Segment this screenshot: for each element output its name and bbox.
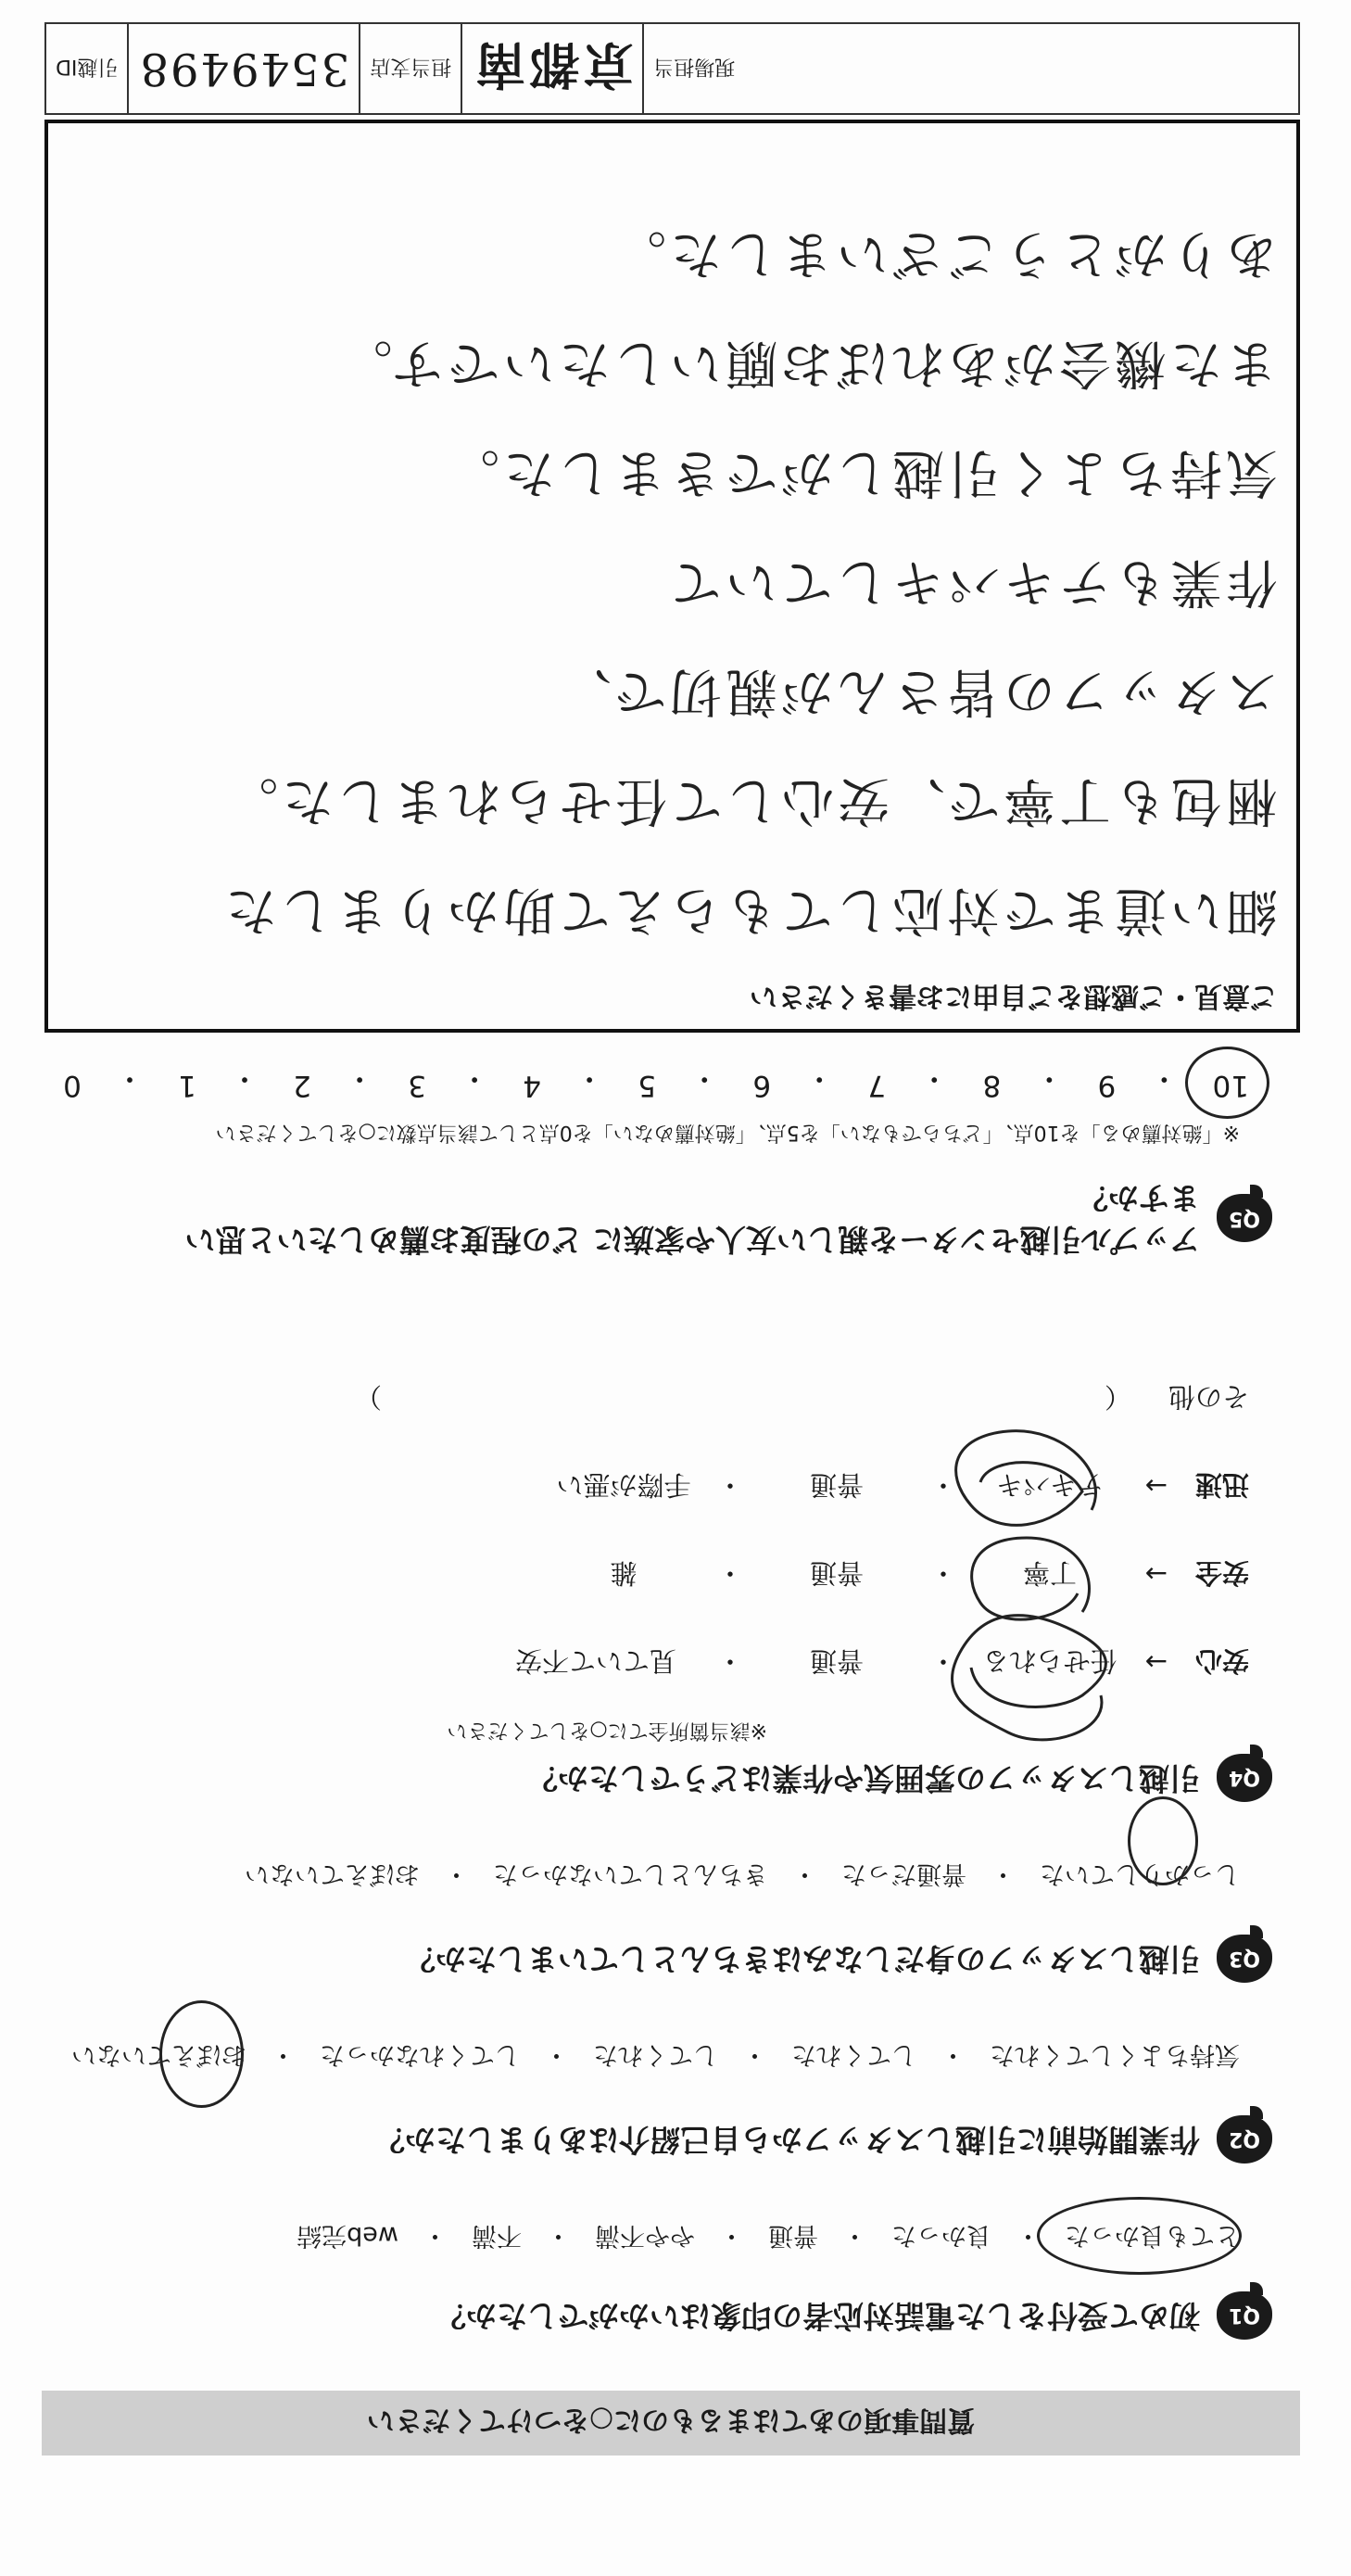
footer-branch-value: 京都南 [461, 24, 642, 113]
q2-text: 作業開始前に引越しスタッフから自己紹介はありましたか？ [374, 2122, 1200, 2159]
q4-option[interactable]: 見ていて不安 [515, 1645, 677, 1677]
q4-text: 引越しスタッフの雰囲気や作業はどうでしたか？ [527, 1760, 1200, 1797]
q1-text: 初めて受付をした電話対応者の印象はいかがでしたか？ [436, 2298, 1200, 2335]
instruction-bar [42, 2391, 1300, 2455]
footer-team-value [744, 24, 1298, 113]
q3-option[interactable]: きちんとしていなかった [493, 1859, 768, 1888]
comment-handwriting: 細い道まで対応してもらえて助かりました 梱包も丁寧で、安心して任せられました。 スタッフの皆さんが親切で、 作業もテキパキしていて 気持ちよく引越しができました。 また機会があればお願いしたいです。 ありがとうございました。 [221, 223, 1278, 940]
q2-option[interactable]: してくれた [791, 2040, 916, 2069]
q2-answer-circle [159, 2000, 244, 2108]
q4-row-jinsoku: 迅速 → テキパキ ・ 普通 ・ 手際が悪い [545, 1467, 1249, 1505]
q5-scale-option[interactable]: 10 [1212, 1069, 1249, 1102]
q5-scale-option[interactable]: 9 [1097, 1069, 1117, 1102]
q5-scale-separator: ・ [345, 1061, 374, 1095]
q2-badge: Q2 [1217, 2115, 1272, 2164]
q5-scale-option[interactable]: 7 [867, 1069, 887, 1102]
q5-scale-separator: ・ [574, 1061, 604, 1095]
q1-options: とても良かった ・ 良かった ・ 普通 ・ やや不満 ・ 不満 ・ web完結 [35, 2220, 1240, 2256]
q4-option[interactable]: 普通 [810, 1469, 865, 1501]
q4-row-anzen: 安全 → 丁寧 ・ 普通 ・ 雑 [545, 1555, 1249, 1593]
q2-option[interactable]: してくれなかった [320, 2040, 520, 2069]
q4-option[interactable]: 雑 [610, 1557, 638, 1589]
q4-option[interactable]: 普通 [810, 1557, 865, 1589]
q1-option[interactable]: 良かった [891, 2221, 991, 2250]
q5-scale-separator: ・ [1149, 1061, 1179, 1095]
q2-option[interactable]: 気持ちよくしてくれた [990, 2040, 1240, 2069]
q5-scale-option[interactable]: 0 [63, 1069, 82, 1102]
q5-scale [63, 1060, 1249, 1102]
q4-option[interactable]: 普通 [810, 1645, 865, 1677]
q5-scale-option[interactable]: 2 [293, 1069, 311, 1102]
q4-question [40, 1754, 1272, 1802]
arrow-icon: → [1144, 1470, 1168, 1503]
q5-scale-option[interactable]: 5 [638, 1069, 657, 1102]
q5-text: アップル引越センターを親しい友人や家族に どの程度お薦めしたいと思いますか？ [184, 1180, 1200, 1258]
q5-note: ※「絶対薦める」を10点、「どちらでもない」を5点、「絶対薦めない」を0点として該当点数に○をしてください [215, 1121, 1240, 1144]
q4-row-other: その他 （ ） [355, 1379, 1249, 1417]
q3-option[interactable]: 普通だった [841, 1859, 966, 1888]
q5-scale-separator: ・ [230, 1061, 259, 1095]
q5-scale-option[interactable]: 1 [178, 1069, 196, 1102]
q1-option[interactable]: 不満 [472, 2221, 522, 2250]
q1-option[interactable]: 普通 [768, 2221, 818, 2250]
q5-scale-option[interactable]: 3 [408, 1069, 426, 1102]
q4-other-label: その他 [1168, 1381, 1249, 1413]
q3-badge: Q3 [1217, 1935, 1272, 1983]
q2-option[interactable]: おぼえていない [71, 2040, 246, 2069]
q4-row-label: 安全 [1194, 1557, 1249, 1589]
footer-info [44, 22, 1300, 115]
q1-option[interactable]: やや不満 [595, 2221, 695, 2250]
q5-scale-separator: ・ [1034, 1061, 1064, 1095]
q3-options: しっかりしていた ・ 普通だった ・ きちんとしていなかった ・ おぼえていない [35, 1859, 1240, 1895]
q1-question [40, 2291, 1272, 2340]
q4-row-anshin: 安心 → 任せられる ・ 普通 ・ 見ていて不安 [489, 1643, 1249, 1681]
q5-scale-separator: ・ [115, 1061, 145, 1095]
q1-badge: Q1 [1217, 2291, 1272, 2340]
q3-option[interactable]: おぼえていない [245, 1859, 420, 1888]
footer-branch-label: 担当支店 [359, 24, 461, 113]
q5-scale-separator: ・ [804, 1061, 834, 1095]
footer-id-label: 引越ID [56, 55, 119, 79]
q3-answer-mark [1128, 1796, 1198, 1885]
arrow-icon: → [1144, 1558, 1168, 1591]
q5-scale-separator: ・ [460, 1061, 489, 1095]
q4-note: ※該当箇所全てに○をしてください [447, 1719, 767, 1742]
q4-option[interactable]: 手際が悪い [556, 1469, 691, 1501]
footer-id-value: 3549498 [127, 24, 359, 113]
q5-scale-option[interactable]: 8 [982, 1069, 1002, 1102]
q2-options: 気持ちよくしてくれた ・ してくれた ・ してくれた ・ してくれなかった ・ おぼえていない [35, 2039, 1240, 2075]
comment-title: ご意見・ご感想をご自由にお書きください [750, 980, 1278, 1012]
q5-scale-separator: ・ [689, 1061, 719, 1095]
q4-option[interactable]: テキパキ [996, 1469, 1105, 1501]
q5-question [40, 1177, 1272, 1260]
arrow-icon: → [1144, 1646, 1168, 1679]
comment-box [44, 120, 1300, 1033]
q1-option[interactable]: web完結 [297, 2221, 398, 2250]
q5-badge: Q5 [1217, 1194, 1272, 1242]
q5-answer-circle [1185, 1047, 1269, 1119]
q4-option[interactable]: 丁寧 [1023, 1557, 1078, 1589]
instruction-text: 質問事項のあてはまるものに○をつけてください [366, 2404, 976, 2436]
q2-question [40, 2115, 1272, 2164]
q3-question [40, 1935, 1272, 1983]
q5-scale-option[interactable]: 6 [752, 1069, 772, 1102]
q4-row-label: 迅速 [1194, 1469, 1249, 1501]
q3-text: 引越しスタッフの身だしなみはきちんとしていましたか？ [405, 1941, 1200, 1978]
q4-badge: Q4 [1217, 1754, 1272, 1802]
footer-team-label: 現場担当 [642, 24, 744, 113]
q5-scale-option[interactable]: 4 [523, 1069, 541, 1102]
q4-row-label: 安心 [1194, 1645, 1249, 1677]
q3-option[interactable]: しっかりしていた [1040, 1859, 1240, 1888]
q4-option[interactable]: 任せられる [982, 1645, 1117, 1677]
q5-scale-separator: ・ [919, 1061, 949, 1095]
q1-answer-circle [1037, 2197, 1242, 2275]
q4-scribble-marks [934, 1399, 1119, 1751]
q2-option[interactable]: してくれた [593, 2040, 718, 2069]
q1-option[interactable]: とても良かった [1065, 2221, 1240, 2250]
